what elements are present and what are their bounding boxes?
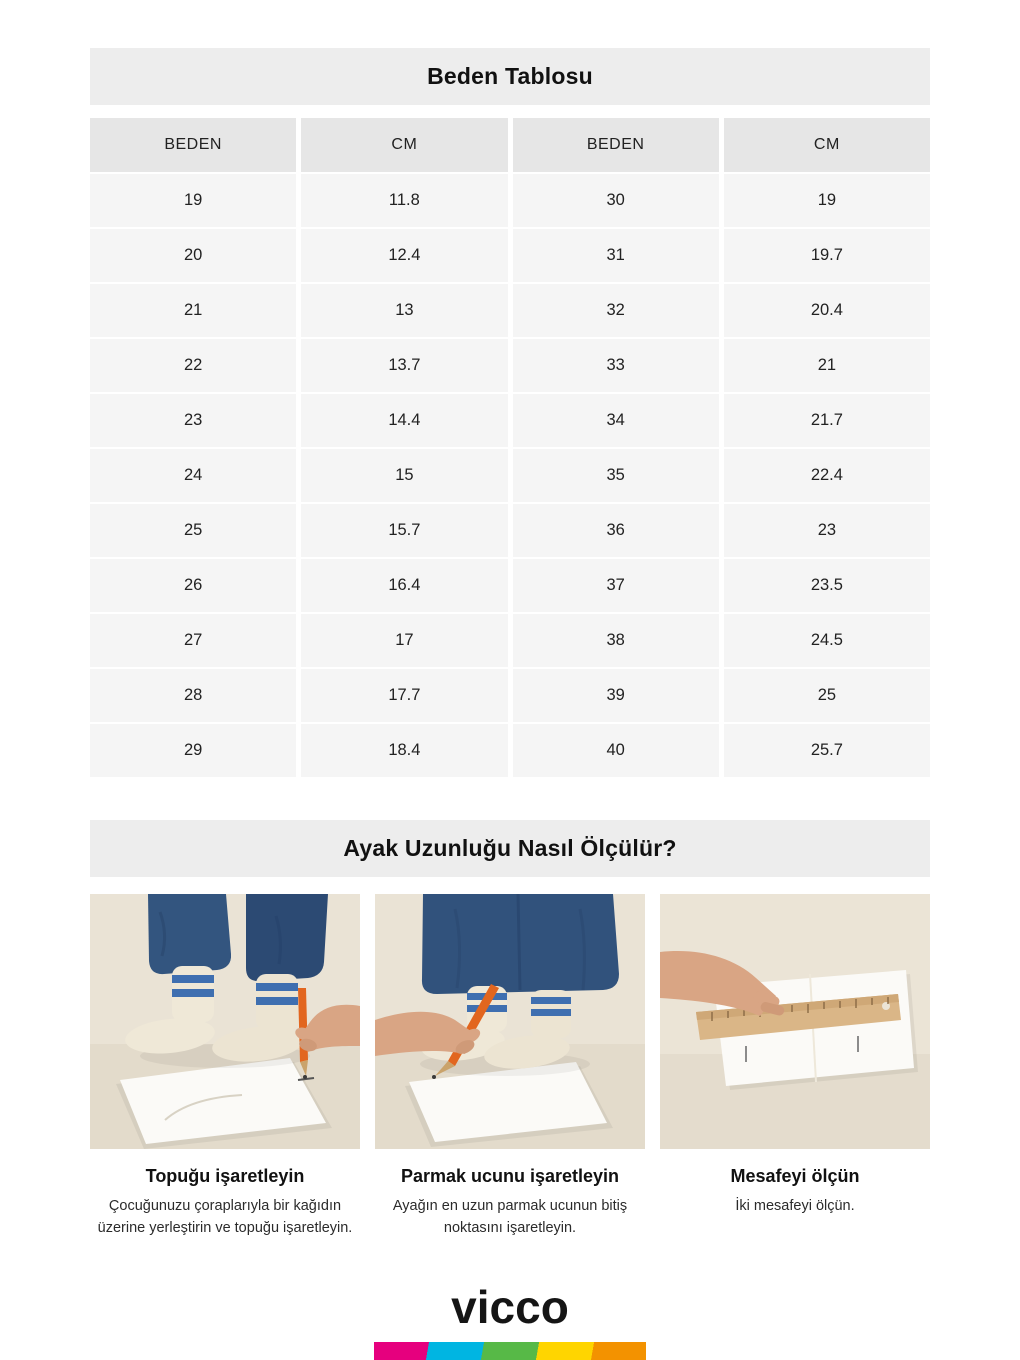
step-mark-toe xyxy=(375,894,645,1240)
step-title-mark-heel: Topuğu işaretleyin xyxy=(145,1166,305,1186)
step-photo-measure xyxy=(660,894,930,1149)
size-cell: 25 xyxy=(90,504,296,557)
column-header-beden-right: BEDEN xyxy=(513,118,719,172)
size-cell: 23 xyxy=(724,504,930,557)
size-cell: 11.8 xyxy=(301,174,507,227)
size-cell: 27 xyxy=(90,614,296,667)
size-cell: 40 xyxy=(513,724,719,777)
size-cell: 33 xyxy=(513,339,719,392)
size-cell: 20.4 xyxy=(724,284,930,337)
size-cell: 23 xyxy=(90,394,296,447)
size-cell: 24.5 xyxy=(724,614,930,667)
size-chart-title: Beden Tablosu xyxy=(427,63,593,89)
step-mark-heel xyxy=(90,894,360,1240)
size-cell: 24 xyxy=(90,449,296,502)
size-cell: 19.7 xyxy=(724,229,930,282)
size-cell: 30 xyxy=(513,174,719,227)
how-to-header-bar xyxy=(90,820,930,877)
size-cell: 13 xyxy=(301,284,507,337)
how-to-title: Ayak Uzunluğu Nasıl Ölçülür? xyxy=(343,835,677,861)
step-photo-mark-heel xyxy=(90,894,360,1149)
measure-illustration xyxy=(660,894,930,1149)
footer xyxy=(0,1281,1020,1360)
mark-toe-illustration xyxy=(375,894,645,1149)
size-cell: 36 xyxy=(513,504,719,557)
size-cell: 21 xyxy=(90,284,296,337)
step-title-mark-toe: Parmak ucunu işaretleyin xyxy=(400,1166,620,1186)
jeans-legs xyxy=(422,894,619,994)
size-chart-header-bar xyxy=(90,48,930,105)
size-cell: 38 xyxy=(513,614,719,667)
column-header-cm-left: CM xyxy=(301,118,507,172)
size-cell: 25 xyxy=(724,669,930,722)
content-area xyxy=(90,0,930,1240)
size-cell: 31 xyxy=(513,229,719,282)
step-description-measure: İki mesafeyi ölçün. xyxy=(735,1198,855,1214)
size-cell: 15.7 xyxy=(301,504,507,557)
size-cell: 32 xyxy=(513,284,719,337)
size-cell: 21 xyxy=(724,339,930,392)
size-cell: 23.5 xyxy=(724,559,930,612)
step-description-mark-heel: Çocuğunuzu çoraplarıyla bir kağıdın üzerine yerleştirin ve topuğu işaretleyin. xyxy=(97,1198,353,1236)
size-cell: 29 xyxy=(90,724,296,777)
size-cell: 15 xyxy=(301,449,507,502)
size-cell: 35 xyxy=(513,449,719,502)
size-cell: 22.4 xyxy=(724,449,930,502)
size-cell: 17.7 xyxy=(301,669,507,722)
size-cell: 37 xyxy=(513,559,719,612)
size-cell: 28 xyxy=(90,669,296,722)
step-photo-mark-toe xyxy=(375,894,645,1149)
step-measure-distance xyxy=(660,894,930,1240)
size-cell: 18.4 xyxy=(301,724,507,777)
column-header-beden-left: BEDEN xyxy=(90,118,296,172)
size-chart-table xyxy=(90,118,930,777)
size-cell: 25.7 xyxy=(724,724,930,777)
brand-logo: vicco xyxy=(451,1281,569,1333)
size-cell: 34 xyxy=(513,394,719,447)
brand-stripe xyxy=(374,1342,646,1360)
measurement-steps xyxy=(90,894,930,1240)
size-cell: 39 xyxy=(513,669,719,722)
size-cell: 19 xyxy=(90,174,296,227)
size-cell: 22 xyxy=(90,339,296,392)
column-header-cm-right: CM xyxy=(724,118,930,172)
mark-heel-illustration xyxy=(90,894,360,1149)
size-cell: 20 xyxy=(90,229,296,282)
size-cell: 26 xyxy=(90,559,296,612)
size-cell: 13.7 xyxy=(301,339,507,392)
size-cell: 17 xyxy=(301,614,507,667)
size-cell: 16.4 xyxy=(301,559,507,612)
size-cell: 12.4 xyxy=(301,229,507,282)
step-title-measure: Mesafeyi ölçün xyxy=(730,1166,860,1186)
step-description-mark-toe: Ayağın en uzun parmak ucunun bitiş noktasını işaretleyin. xyxy=(392,1198,628,1236)
size-cell: 19 xyxy=(724,174,930,227)
size-cell: 21.7 xyxy=(724,394,930,447)
size-cell: 14.4 xyxy=(301,394,507,447)
